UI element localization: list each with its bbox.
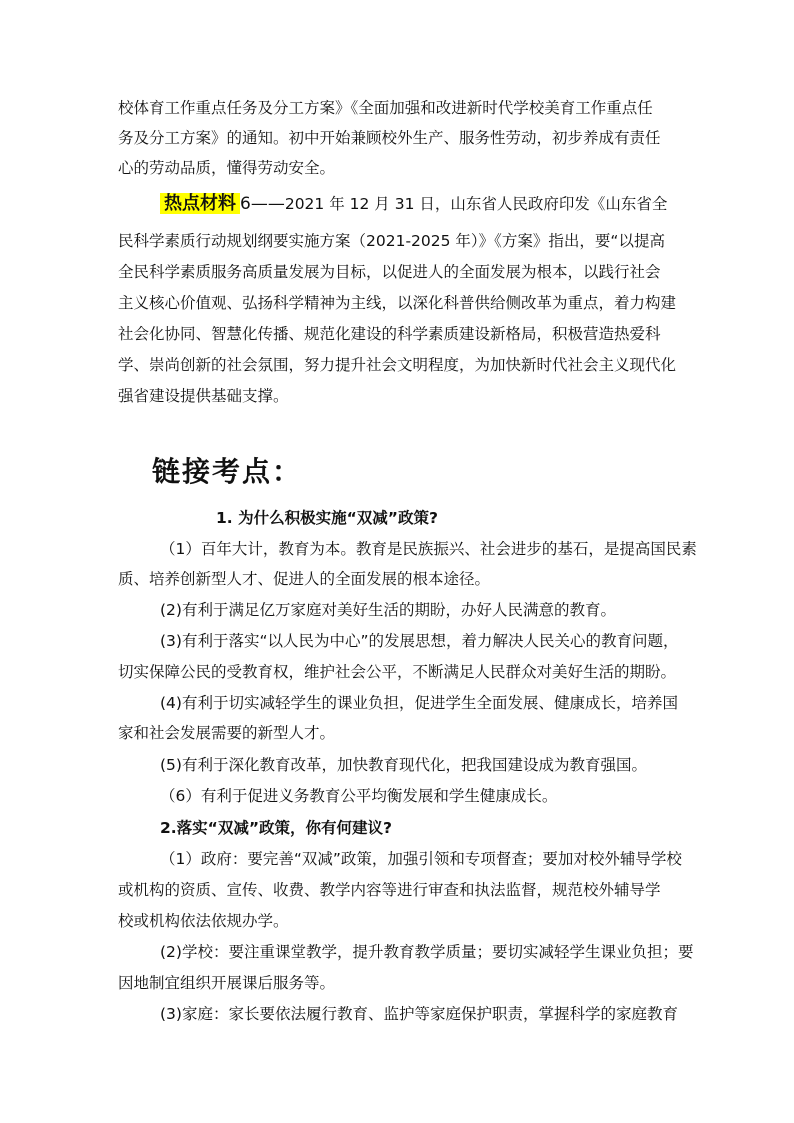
answer-2-line-6: (3)家庭：家长要依法履行教育、监护等家庭保护职责，掌握科学的家庭教育 [160, 1005, 678, 1023]
question-1: 1. 为什么积极实施“双减”政策? [216, 509, 438, 527]
intro-line-3: 心的劳动品质，懂得劳动安全。 [118, 159, 336, 177]
intro-line-2: 务及分工方案》的通知。初中开始兼顾校外生产、服务性劳动，初步养成有责任 [118, 129, 661, 147]
answer-2-line-4: (2)学校：要注重课堂教学，提升教育教学质量；要切实减轻学生课业负担；要 [160, 943, 694, 961]
hot-line-6: 强省建设提供基础支撑。 [118, 387, 289, 405]
answer-1-line-8: (5)有利于深化教育改革，加快教育现代化，把我国建设成为教育强国。 [160, 756, 647, 774]
answer-1-line-9: （6）有利于促进义务教育公平均衡发展和学生健康成长。 [160, 787, 558, 805]
answer-2-line-3: 校或机构依法依规办学。 [118, 912, 289, 930]
hot-line-2: 全民科学素质服务高质量发展为目标，以促进人的全面发展为根本，以践行社会 [118, 263, 661, 281]
answer-2-line-5: 因地制宜组织开展课后服务等。 [118, 974, 336, 992]
answer-1-line-2: 质、培养创新型人才、促进人的全面发展的根本途径。 [118, 570, 491, 588]
answer-1-line-7: 家和社会发展需要的新型人才。 [118, 724, 336, 742]
answer-1-line-4: (3)有利于落实“以人民为中心”的发展思想，着力解决人民关心的教育问题， [160, 632, 679, 650]
answer-1-line-3: (2)有利于满足亿万家庭对美好生活的期盼，办好人民满意的教育。 [160, 601, 616, 619]
hot-line-3: 主义核心价值观、弘扬科学精神为主线，以深化科普供给侧改革为重点，着力构建 [118, 294, 677, 312]
hot-line-4: 社会化协同、智慧化传播、规范化建设的科学素质建设新格局，积极营造热爱科 [118, 325, 661, 343]
hot-material-text-first: 2021 年 12 月 31 日，山东省人民政府印发《山东省全 [284, 195, 668, 213]
question-2: 2.落实“双减”政策，你有何建议? [160, 819, 393, 837]
hot-material-number: 6—— [240, 194, 285, 214]
hot-material-line [160, 193, 667, 215]
answer-1-line-5: 切实保障公民的受教育权，维护社会公平，不断满足人民群众对美好生活的期盼。 [118, 663, 677, 681]
section-heading: 链接考点： [152, 455, 303, 488]
hot-material-label: 热点材料 [160, 193, 240, 214]
answer-1-line-1: （1）百年大计，教育为本。教育是民族振兴、社会进步的基石，是提高国民素 [160, 540, 697, 558]
intro-line-1: 校体育工作重点任务及分工方案》《全面加强和改进新时代学校美育工作重点任 [118, 99, 653, 117]
answer-1-line-6: (4)有利于切实减轻学生的课业负担，促进学生全面发展、健康成长，培养国 [160, 694, 678, 712]
answer-2-line-2: 或机构的资质、宣传、收费、教学内容等进行审查和执法监督，规范校外辅导学 [118, 881, 661, 899]
answer-2-line-1: （1）政府：要完善“双减”政策，加强引领和专项督查；要加对校外辅导学校 [160, 850, 682, 868]
hot-line-5: 学、崇尚创新的社会氛围，努力提升社会文明程度，为加快新时代社会主义现代化 [118, 356, 677, 374]
hot-line-1: 民科学素质行动规划纲要实施方案（2021-2025 年）》《方案》指出，要“以提高 [118, 232, 665, 250]
